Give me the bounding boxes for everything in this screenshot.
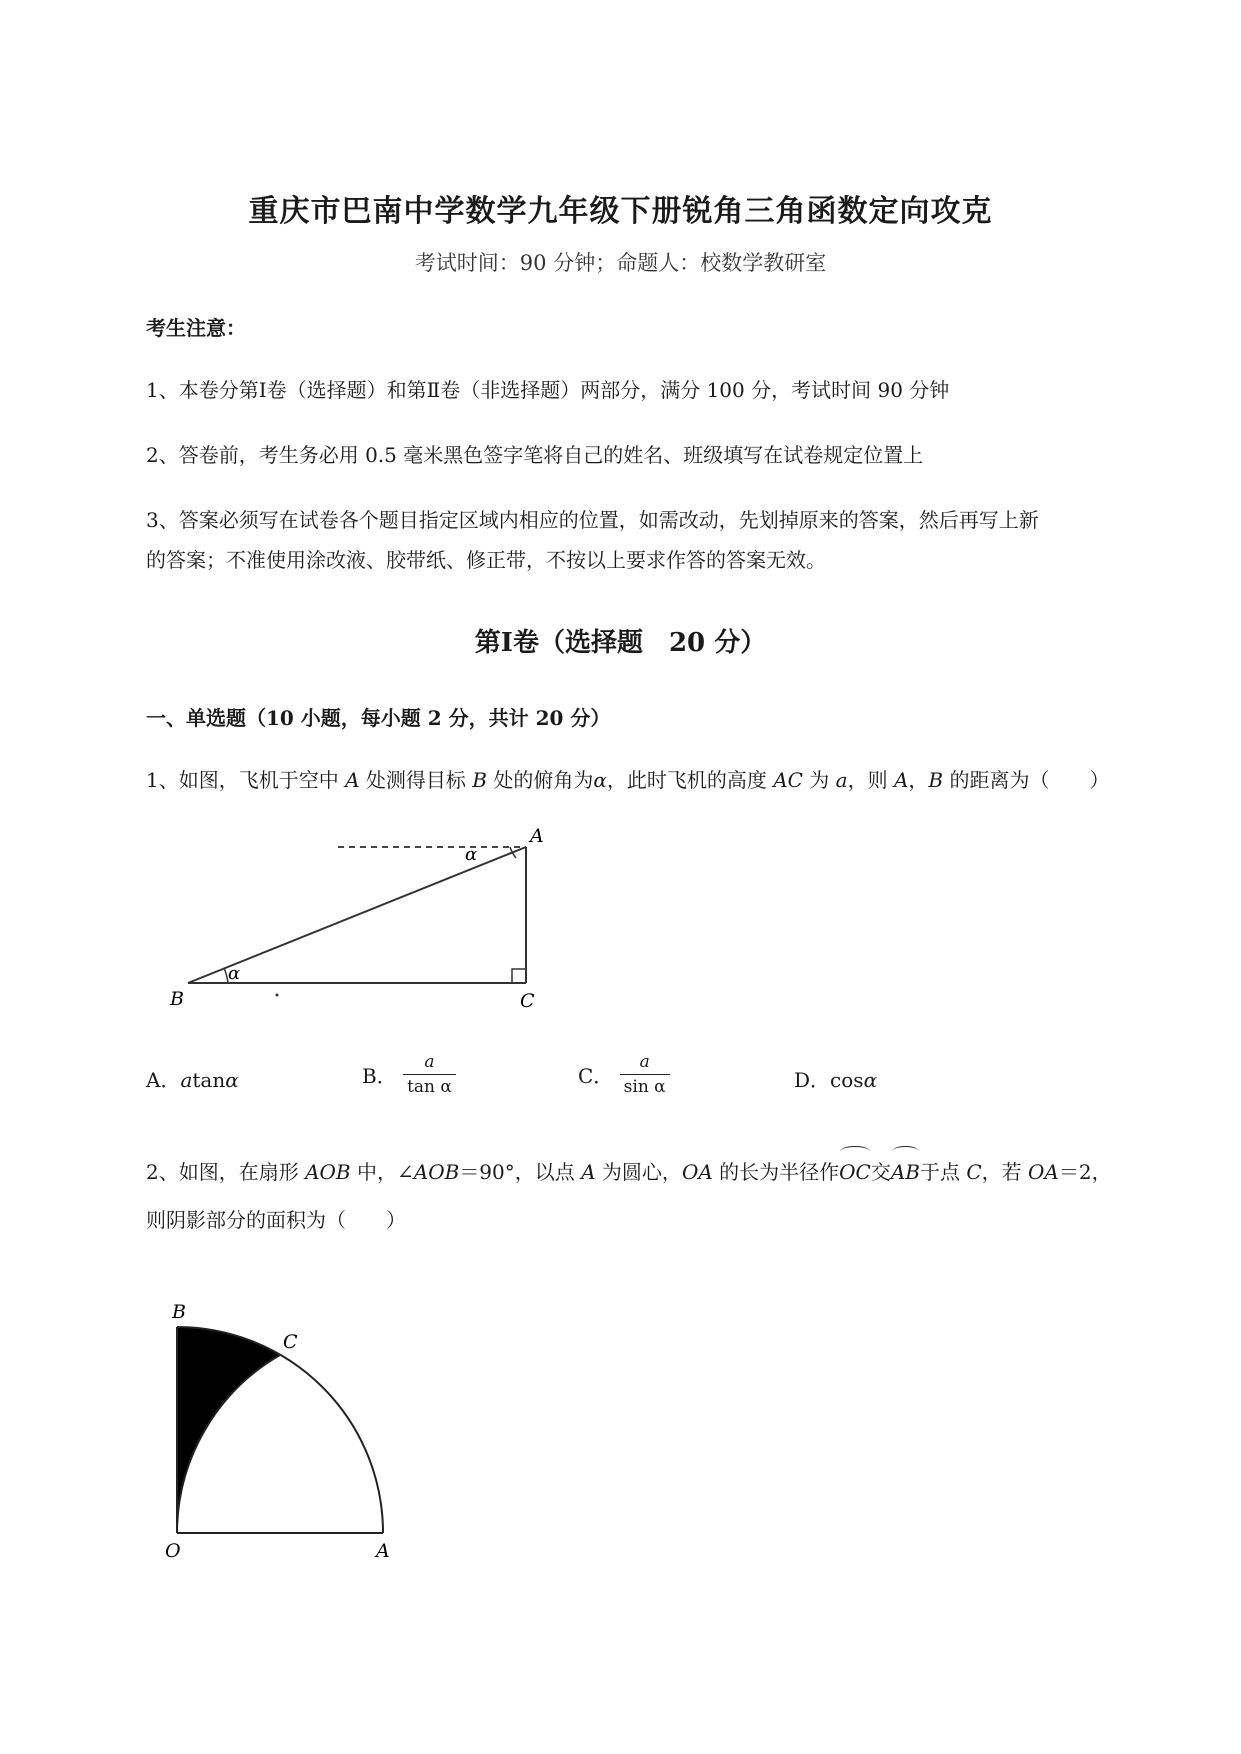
- label-B: B: [170, 988, 184, 1010]
- shaded-region: [177, 1327, 280, 1533]
- notice-item-3-cont: 的答案；不准使用涂改液、胶带纸、修正带，不按以上要求作答的答案无效。: [146, 548, 826, 572]
- stray-dot: [276, 994, 279, 997]
- label-A: A: [530, 825, 544, 847]
- label-C: C: [283, 1331, 298, 1353]
- label-alpha-bottom: α: [228, 963, 241, 984]
- exam-subtitle: 考试时间：90 分钟；命题人：校数学教研室: [414, 251, 827, 275]
- question-2-stem: 2、如图，在扇形 AOB 中，∠AOB＝90°，以点 A 为圆心，OA 的长为半径作OC交AB于点 C，若 OA＝2，: [146, 1148, 1112, 1192]
- option-C[interactable]: C． $\frac{a}{\text{sin α}}$: [578, 1052, 670, 1097]
- option-D[interactable]: D．cosα: [794, 1068, 878, 1092]
- label-alpha-top: α: [465, 844, 478, 865]
- part-title: 一、单选题（10 小题，每小题 2 分，共计 20 分）: [146, 706, 611, 730]
- question-2-stem-line-2: 则阴影部分的面积为（ ）: [146, 1208, 406, 1232]
- label-C: C: [520, 990, 535, 1010]
- notice-heading: 考生注意：: [146, 316, 246, 340]
- label-A: A: [376, 1540, 390, 1562]
- arc-AB: AB: [891, 1148, 920, 1192]
- fraction-a-over-tan-alpha: $\frac{a}{\text{tan α}}$: [403, 1052, 456, 1097]
- label-O: O: [165, 1540, 181, 1562]
- option-A[interactable]: A．atanα: [146, 1068, 239, 1092]
- label-B: B: [172, 1301, 186, 1323]
- exam-title: 重庆市巴南中学数学九年级下册锐角三角函数定向攻克: [248, 194, 993, 229]
- fraction-a-over-sin-alpha: $\frac{a}{\text{sin α}}$: [620, 1052, 670, 1097]
- right-angle-mark: [512, 969, 526, 983]
- question-1-figure: [160, 820, 580, 1010]
- option-B[interactable]: B． $\frac{a}{\text{tan α}}$: [362, 1052, 456, 1097]
- arc-OC: OC: [839, 1148, 871, 1192]
- notice-item-1: 1、本卷分第Ⅰ卷（选择题）和第Ⅱ卷（非选择题）两部分，满分 100 分，考试时间 90 分钟: [146, 378, 950, 402]
- notice-item-2: 2、答卷前，考生务必用 0.5 毫米黑色签字笔将自己的姓名、班级填写在试卷规定位置上: [146, 443, 924, 467]
- notice-item-3: 3、答案必须写在试卷各个题目指定区域内相应的位置，如需改动，先划掉原来的答案，然后再写上新: [146, 508, 1039, 532]
- question-2-figure: [150, 1300, 410, 1570]
- question-1-stem: 1、如图，飞机于空中 A 处测得目标 B 处的俯角为α，此时飞机的高度 AC 为 a，则 A，B 的距离为（ ）: [146, 768, 1110, 792]
- section-title: 第Ⅰ卷（选择题 20 分）: [474, 628, 767, 658]
